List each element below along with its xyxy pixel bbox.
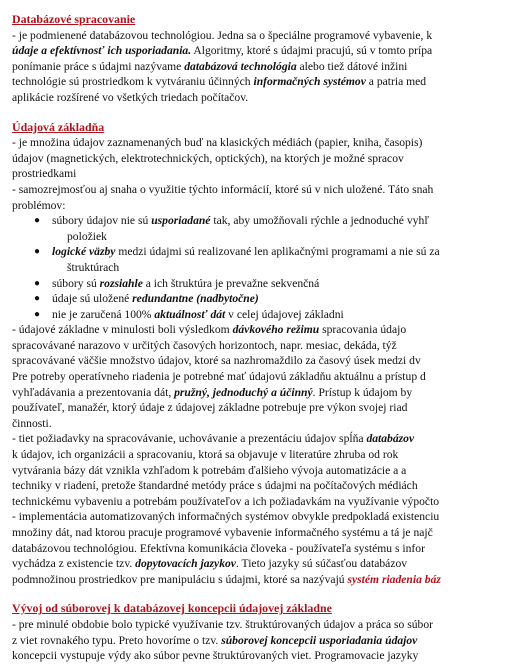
paragraph-line: - je podmienené databázovou technológiou. Jedna sa o špeciálne programové vybavenie, k	[12, 28, 433, 42]
paragraph-line: - implementácia automatizovaných informačných systémov obvykle predpokladá existenciu	[12, 510, 440, 524]
bullet-continuation: položiek	[67, 229, 107, 243]
spacer	[12, 587, 532, 601]
section-heading-databazove-spracovanie: Databázové spracovanie	[12, 12, 136, 26]
document-body	[12, 12, 532, 664]
paragraph-line: techniky v riadení, pretože štandardné metódy práce s údajmi na počítačových médiách	[12, 479, 418, 493]
paragraph-line: používateľ, manažér, ktorý údaje z údajovej základne potrebuje pre výkon svojej riad	[12, 401, 408, 415]
paragraph-line: prostriedkami	[12, 167, 77, 181]
section-heading-vyvoj-koncepcie: Vývoj od súborovej k databázovej koncepcii údajovej základne	[12, 601, 332, 616]
paragraph-line: vyhľadávania a prezentovania dát, pružný, jednoduchý a účinný. Prístup k údajom by	[12, 385, 413, 399]
paragraph-line: údajov (magnetických, elektrotechnických, optických), na ktorých je možné spracov	[12, 151, 404, 165]
bullet-item: ● nie je zaručená 100% aktuálnosť dát v celej údajovej základni	[34, 307, 344, 321]
paragraph-line: - údajové základne v minulosti boli výsledkom dávkového režimu spracovania údajo	[12, 323, 407, 337]
paragraph-line: spracovávané narazovo v určitých časových horizontoch, napr. mesiac, dekáda, týž	[12, 338, 397, 352]
paragraph-line: technológie sú prostriedkom k vytváraniu účinných informačných systémov a patria med	[12, 75, 427, 89]
paragraph-line: vychádza z existencie tzv. dopytovacích jazykov. Tieto jazyky sú súčasťou databázov	[12, 557, 408, 571]
paragraph-line: ponímanie práce s údajmi nazývame databázová technológia alebo tiež dátové inžini	[12, 59, 408, 73]
paragraph-line: koncepcii vystupuje výdy ako súbor pevne štruktúrovaných viet. Programovacie jazyky	[12, 649, 419, 663]
paragraph-line: Pre potreby operatívneho riadenia je potrebné mať údajovú základňu aktuálnu a prístup d	[12, 370, 426, 384]
bullet-item: ● logické väzby medzi údajmi sú realizované len aplikačnými programami a nie sú za	[34, 245, 440, 259]
paragraph-line: vytvárania bázy dát vznikla vzhľadom k potrebám ďalšieho vývoja automatizácie a a	[12, 463, 407, 477]
bullet-dot-icon: ●	[34, 308, 41, 320]
paragraph-line: - je množina údajov zaznamenaných buď na klasických médiách (papier, kniha, časopis)	[12, 136, 423, 150]
paragraph-line: z viet rovnakého typu. Preto hovoríme o tzv. súborovej koncepcii usporiadania údajov	[12, 633, 418, 647]
paragraph-line: údaje a efektívnosť ich usporiadania. Algoritmy, ktoré s údajmi pracujú, sú v tomto prípa	[12, 44, 433, 58]
paragraph-line: aplikácie rozšírené vo všetkých triedach počítačov.	[12, 90, 249, 104]
bullet-dot-icon: ●	[34, 246, 41, 258]
paragraph-line: technickému vybaveniu a potrebám používateľov a ich požiadavkám na využívanie výpočto	[12, 494, 440, 508]
paragraph-line: databázovou technológiou. Efektívna komunikácia človeka - používateľa systému s infor	[12, 541, 425, 555]
paragraph-line: - tiet požiadavky na spracovávanie, uchovávanie a prezentáciu údajov spĺňa databázov	[12, 432, 415, 446]
spacer	[12, 106, 532, 120]
bullet-item: ● súbory sú rozsiahle a ich štruktúra je prevažne sekvenčná	[34, 276, 320, 290]
paragraph-line: - pre minulé obdobie bolo typické využívanie tzv. štruktúrovaných údajov a práca so súbor	[12, 617, 434, 631]
paragraph-line: činnosti.	[12, 416, 52, 430]
paragraph-line: k údajov, ich organizácii a spracovaniu, ktorá sa objavuje v literatúre zhruba od rok	[12, 448, 399, 462]
paragraph-line: - samozrejmosťou aj snaha o využitie týchto informácií, ktoré sú v nich uložené. Táto snah	[12, 182, 434, 196]
bullet-dot-icon: ●	[34, 277, 41, 289]
paragraph-line: problémov:	[12, 198, 66, 212]
paragraph-line: spracovávané väčšie množstvo údajov, ktoré sa nazhromaždilo za časový úsek medzi dv	[12, 354, 421, 368]
paragraph-line: podmnožinou prostriedkov pre manipuláciu s údajmi, ktoré sa nazývajú systém riadenia báz	[12, 572, 441, 586]
bullet-continuation: štruktúrach	[67, 260, 120, 274]
bullet-dot-icon: ●	[34, 293, 41, 305]
bullet-dot-icon: ●	[34, 215, 41, 227]
bullet-item: ● údaje sú uložené redundantne (nadbytočne)	[34, 292, 259, 306]
section-heading-udajova-zakladna: Údajová základňa	[12, 119, 105, 134]
bullet-item: ● súbory údajov nie sú usporiadané tak, aby umožňovali rýchle a jednoduché vyhľ	[34, 214, 429, 228]
paragraph-line: množiny dát, nad ktorou pracuje programové vybavenie informačného systému a tá je najč	[12, 526, 433, 539]
